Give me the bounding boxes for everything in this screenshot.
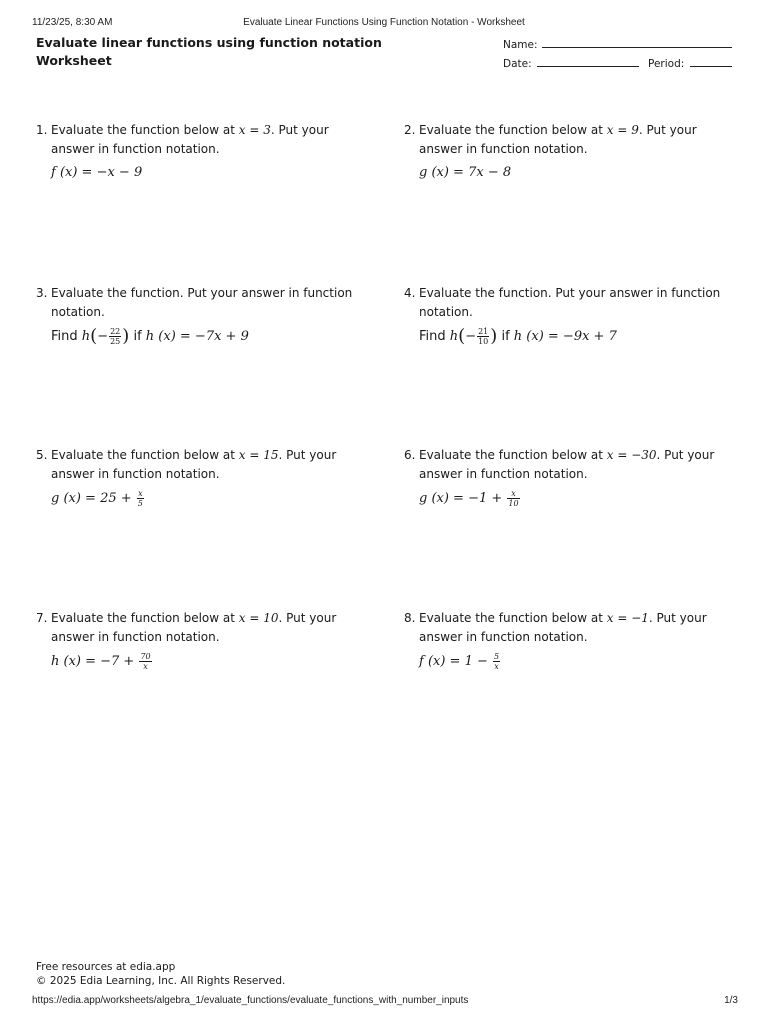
name-label: Name: [503, 39, 538, 51]
equation-fraction [493, 652, 500, 671]
question-prompt: Evaluate the function below at [419, 611, 607, 625]
question-number: 4. [404, 286, 416, 300]
question-prompt-line2: answer in function notation. [51, 629, 220, 644]
function-equation [51, 652, 356, 672]
question-5 [36, 446, 356, 509]
question-1 [36, 121, 356, 183]
question-prompt-line2: answer in function notation. [419, 141, 588, 156]
period-field[interactable] [690, 66, 732, 67]
fraction-numerator: x [138, 489, 143, 498]
function-equation [419, 652, 724, 672]
print-page-title: Evaluate Linear Functions Using Function Notation - Worksheet [243, 17, 525, 28]
worksheet-footer [36, 960, 285, 988]
question-2 [404, 121, 724, 183]
fraction-denominator: x [494, 662, 499, 671]
equation-lhs: g (x) = −1 + [419, 491, 503, 506]
question-prompt-end: . Put your [656, 448, 715, 462]
question-number: 2. [404, 123, 416, 137]
question-input-value: x = 15 [238, 448, 279, 462]
question-prompt: Evaluate the function below at [51, 123, 239, 137]
question-prompt-line2: answer in function notation. [51, 466, 220, 481]
question-prompt: Evaluate the function below at [419, 123, 607, 137]
equation-lhs: g (x) = 25 + [51, 491, 132, 506]
input-sign: − [465, 329, 477, 344]
print-url: https://edia.app/worksheets/algebra_1/evaluate_functions/evaluate_functions_with_number_inputs [32, 995, 469, 1006]
fraction-denominator: 10 [478, 337, 489, 346]
print-datetime: 11/23/25, 8:30 AM [32, 17, 113, 28]
question-prompt-end: . Put your [278, 611, 337, 625]
question-prompt-line2: notation. [51, 304, 105, 319]
date-field[interactable] [537, 66, 639, 67]
function-equation [51, 489, 356, 509]
fraction-numerator: x [507, 489, 519, 499]
question-prompt-line2: notation. [419, 304, 473, 319]
print-page-number: 1/3 [724, 995, 738, 1006]
if-label: if [133, 329, 142, 344]
footer-copyright: © 2025 Edia Learning, Inc. All Rights Reserved. [36, 975, 286, 987]
function-equation: f (x) = −x − 9 [51, 165, 143, 180]
date-label: Date: [503, 58, 532, 70]
function-equation: h (x) = −7x + 9 [145, 329, 249, 344]
input-fraction [477, 327, 489, 346]
function-name: h [81, 329, 91, 344]
question-prompt-end: . Put your [270, 123, 329, 137]
question-3 [36, 284, 356, 347]
fraction-denominator: 25 [110, 337, 121, 346]
question-8 [404, 609, 724, 672]
if-label: if [501, 329, 510, 344]
equation-fraction [139, 652, 151, 671]
question-prompt: Evaluate the function below at [51, 611, 239, 625]
worksheet-title-line2: Worksheet [36, 53, 112, 68]
equation-lhs: h (x) = −7 + [51, 654, 135, 669]
question-number: 5. [36, 448, 48, 462]
question-4 [404, 284, 724, 347]
question-input-value: x = −1 [606, 611, 649, 625]
function-equation: g (x) = 7x − 8 [419, 165, 512, 180]
fraction-denominator: 10 [508, 499, 519, 508]
worksheet-title [36, 34, 382, 70]
fraction-denominator: x [143, 662, 148, 671]
question-prompt-end: . Put your [638, 123, 697, 137]
question-prompt-line2: answer in function notation. [51, 141, 220, 156]
function-equation [419, 489, 724, 509]
function-equation: h (x) = −9x + 7 [513, 329, 617, 344]
question-number: 7. [36, 611, 48, 625]
question-prompt: Evaluate the function below at [419, 448, 607, 462]
find-label: Find [419, 329, 446, 344]
find-statement: Find h(− $\frac{22}{25}$ ) if h (x) = −7x + 9 [51, 325, 249, 347]
question-prompt: Evaluate the function. Put your answer in function [51, 286, 353, 300]
function-name: h [449, 329, 459, 344]
question-prompt-line2: answer in function notation. [419, 466, 588, 481]
question-number: 3. [36, 286, 48, 300]
question-7 [36, 609, 356, 672]
equation-fraction [137, 489, 144, 508]
input-sign: − [97, 329, 109, 344]
question-prompt-end: . Put your [648, 611, 707, 625]
input-fraction [109, 327, 121, 346]
question-prompt: Evaluate the function. Put your answer in function [419, 286, 721, 300]
fraction-denominator: 5 [137, 499, 143, 508]
find-label: Find [51, 329, 78, 344]
question-input-value: x = −30 [606, 448, 657, 462]
question-number: 1. [36, 123, 48, 137]
question-number: 6. [404, 448, 416, 462]
question-number: 8. [404, 611, 416, 625]
question-input-value: x = 10 [238, 611, 279, 625]
fraction-numerator: 21 [478, 327, 489, 336]
question-input-value: x = 3 [238, 123, 271, 137]
period-label: Period: [648, 58, 685, 70]
question-prompt-line2: answer in function notation. [419, 629, 588, 644]
footer-resources-link[interactable]: Free resources at edia.app [36, 961, 176, 973]
fraction-numerator: 5 [494, 652, 500, 661]
equation-fraction [507, 489, 519, 508]
worksheet-title-line1: Evaluate linear functions using function notation [36, 35, 382, 50]
name-field[interactable] [542, 47, 732, 48]
question-6 [404, 446, 724, 509]
fraction-numerator: 70 [140, 652, 151, 661]
question-prompt: Evaluate the function below at [51, 448, 239, 462]
equation-lhs: f (x) = 1 − [419, 654, 488, 669]
question-input-value: x = 9 [606, 123, 639, 137]
fraction-numerator: 22 [110, 327, 121, 336]
find-statement: Find h(− $\frac{21}{10}$ ) if h (x) = −9x + 7 [419, 325, 617, 347]
question-prompt-end: . Put your [278, 448, 337, 462]
